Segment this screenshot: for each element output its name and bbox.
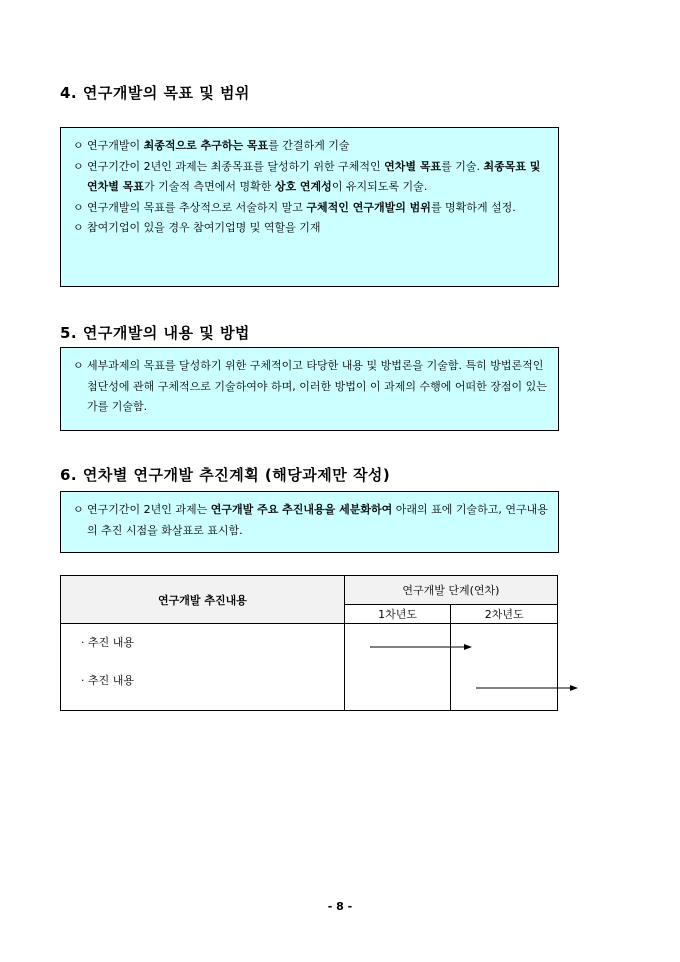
text: 를 간결하게 기술 xyxy=(268,139,350,152)
s4-item-3 xyxy=(71,198,548,219)
header-year-1: 1차년도 xyxy=(344,605,451,624)
text: 아래의 표에 기술하고, 연구내용의 추진 시점을 화살표로 표시함. xyxy=(87,503,548,537)
bold-text: 구체적인 연구개발의 범위 xyxy=(306,200,431,214)
header-year-2: 2차년도 xyxy=(451,605,558,624)
s5-item-1 xyxy=(71,356,548,418)
bullet: ㅇ xyxy=(73,200,84,214)
content-row-1: · 추진 내용 xyxy=(81,636,134,649)
content-cell xyxy=(61,624,345,711)
text: 참여기업이 있을 경우 참여기업명 및 역할을 기재 xyxy=(87,221,321,234)
bullet: ㅇ xyxy=(73,503,84,516)
bold-text: 상호 연계성 xyxy=(274,180,332,193)
content-row-2: · 추진 내용 xyxy=(81,674,134,687)
bullet: ㅇ xyxy=(73,139,84,152)
s4-item-4 xyxy=(71,218,548,239)
text: 이 유지되도록 기술. xyxy=(331,180,428,193)
plan-table xyxy=(60,575,558,711)
section-4-title: 4. 연구개발의 목표 및 범위 xyxy=(60,84,250,102)
section-5-title: 5. 연구개발의 내용 및 방법 xyxy=(60,324,250,342)
header-stage: 연구개발 단계(연차) xyxy=(344,576,557,605)
text: 를 기술. xyxy=(441,159,484,173)
bold-text: 최종목표 및 연차별 목표 xyxy=(87,159,541,193)
section-6-title: 6. 연차별 연구개발 추진계획 (해당과제만 작성) xyxy=(60,466,391,484)
bullet: ㅇ xyxy=(73,221,84,234)
header-content: 연구개발 추진내용 xyxy=(61,576,345,624)
bold-text: 최종적으로 추구하는 목표 xyxy=(143,139,269,152)
year-1-cell xyxy=(344,624,451,711)
text: 세부과제의 목표를 달성하기 위한 구체적이고 타당한 내용 및 방법론을 기술함. 특히 방법론적인 첨단성에 관해 구체적으로 기술하여야 하며, 이러한 방법이 이 과제의 수행에 어떠한 장점이 있는가를 기술함. xyxy=(87,359,547,413)
section-4-box xyxy=(60,127,559,287)
text: 연구기간이 2년인 과제는 최종목표를 달성하기 위한 구체적인 xyxy=(87,159,385,173)
text: 연구기간이 2년인 과제는 xyxy=(87,503,211,516)
s4-item-2 xyxy=(71,157,548,198)
bullet: ㅇ xyxy=(73,159,84,173)
s4-item-1 xyxy=(71,136,548,157)
text: 를 명확하게 설정. xyxy=(430,200,516,214)
page-number: - 8 - xyxy=(327,900,353,913)
bold-text: 연차별 목표 xyxy=(384,159,442,173)
year-2-cell xyxy=(451,624,558,711)
text: 가 기술적 측면에서 명확한 xyxy=(143,180,275,193)
section-5-box xyxy=(60,347,559,431)
bullet: ㅇ xyxy=(73,359,84,372)
text: 연구개발이 xyxy=(87,139,144,152)
s6-item-1 xyxy=(71,500,548,541)
section-6-box xyxy=(60,491,559,553)
bold-text: 연구개발 주요 추진내용을 세분화하여 xyxy=(210,503,393,516)
text: 연구개발의 목표를 추상적으로 서술하지 말고 xyxy=(87,200,307,214)
